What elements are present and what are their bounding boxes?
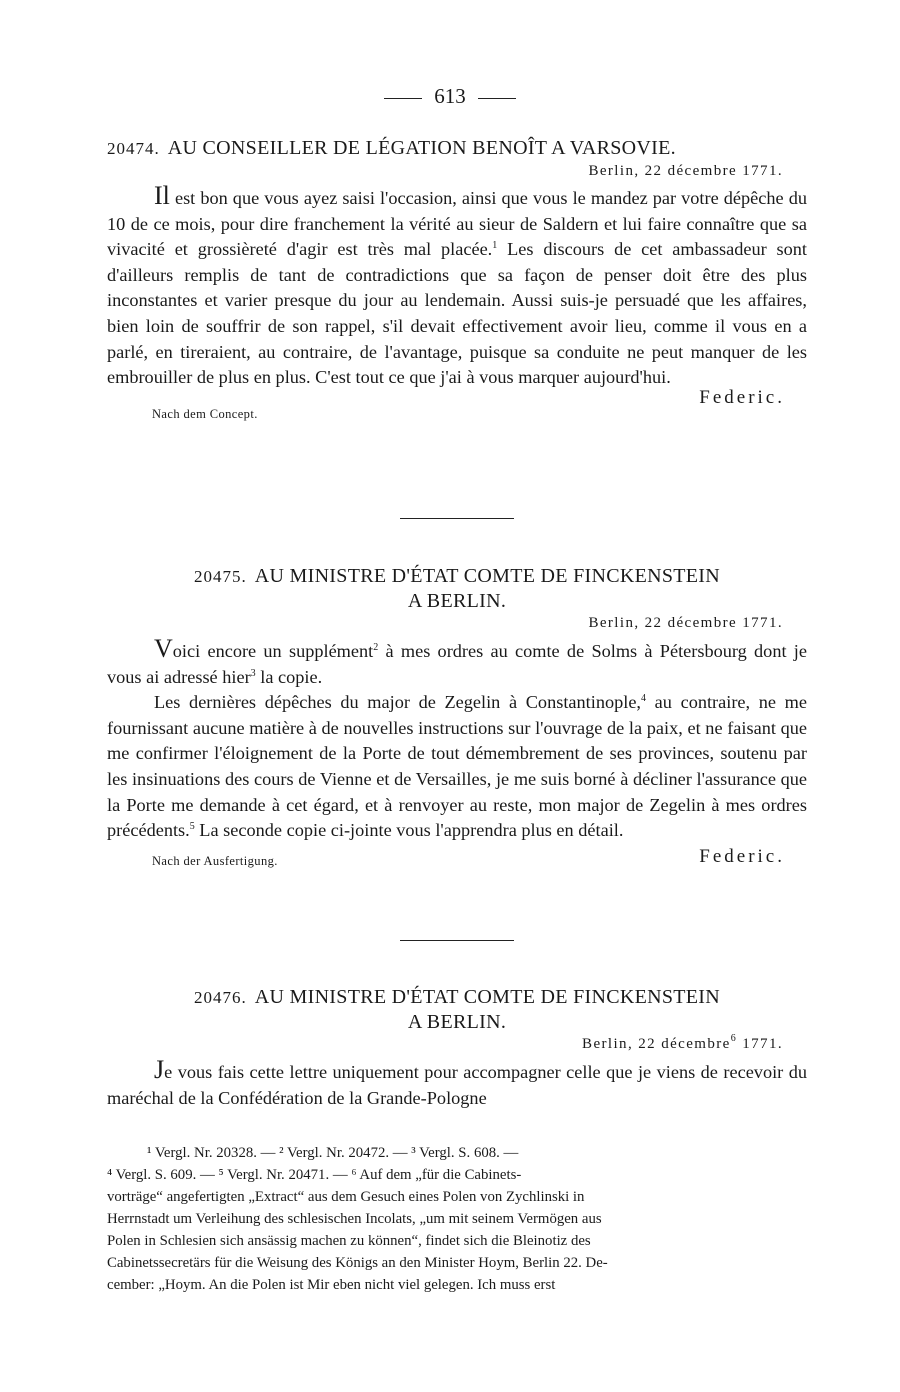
source-note: Nach dem Concept.: [152, 406, 258, 421]
letter-addressee-place: A BERLIN.: [407, 1011, 507, 1033]
letter-20475: [107, 564, 807, 874]
letter-20476: [107, 985, 807, 1111]
dateline-text: Berlin, 22 décembre: [582, 1036, 731, 1052]
footnote-ref: 2: [373, 642, 379, 653]
letter-addressee: AU MINISTRE D'ÉTAT COMTE DE FINCKENSTEIN: [254, 986, 721, 1008]
signature: Federic.: [699, 386, 785, 408]
drop-cap: J: [154, 1055, 165, 1084]
letter-number: 20474.: [107, 139, 160, 158]
body-text-segment: est bon que vous ayez saisi l'occasion, ainsi que vous le mandez par votre dépêche du 10 de ce mois, pour dire franchement la vérité au sieur de Saldern et lui faire connaître que sa vivacité et grossièreté d'agir est très mal placée.: [107, 188, 807, 260]
section-divider: [400, 518, 514, 519]
footnote-line: ¹ Vergl. Nr. 20328. — ² Vergl. Nr. 20472. — ³ Vergl. S. 608. —: [147, 1145, 519, 1161]
page-number: [0, 84, 900, 109]
signature-row: [107, 844, 807, 874]
letter-heading: [107, 985, 807, 1034]
letter-body: [107, 1057, 807, 1111]
body-text-segment: Les discours de cet ambassadeur sont d'ailleurs remplis de tant de contradictions que sa façon de penser doit être des plus inconstantes et varier presque du jour au lendemain. Aussi suis-je persuadé que les affaires, bien loin de souffrir de son rappel, s'il devait effectivement avoir lieu, comme il vous en a parlé, en tireraient, au contraire, de l'avantage, puisque sa conduite ne peut manquer de les embrouiller de plus en plus. C'est tout ce que j'ai à vous marquer aujourd'hui.: [107, 239, 808, 388]
letter-number: 20475.: [193, 567, 247, 586]
source-note: Nach der Ausfertigung.: [152, 853, 278, 868]
body-text-segment: à mes ordres au comte de Solms à Pétersbourg dont je vous ai adressé hier: [107, 641, 807, 687]
letter-number: 20476.: [193, 988, 247, 1007]
letter-body: [107, 636, 807, 844]
footnote-line: ⁴ Vergl. S. 609. — ⁵ Vergl. Nr. 20471. — ⁶ Auf dem „für die Cabinets-: [107, 1167, 522, 1183]
letter-20474: [107, 136, 807, 421]
page-number-dash-left: [384, 98, 422, 99]
letter-heading: [107, 564, 807, 613]
letter-body: [107, 183, 807, 391]
body-text-segment: oici encore un supplément: [172, 641, 374, 661]
footnote-ref: 4: [641, 693, 647, 705]
drop-cap: V: [154, 634, 173, 663]
dateline: Berlin, 22 décembre 1771.: [588, 615, 783, 631]
footnote-line: Polen in Schlesien sich ansässig machen zu können“, findet sich die Bleinotiz des: [107, 1233, 591, 1249]
letter-heading: [107, 136, 807, 161]
footnote-line: vorträge“ angefertigten „Extract“ aus dem Gesuch eines Polen von Zychlinski in: [107, 1189, 585, 1205]
body-text-segment: au contraire, ne me fournissant aucune matière à de nouvelles instructions sur l'ouvrage de la paix, et ne faisant que me confirmer l'éloignement de la Porte de tout démembrement de ses provinces, soutenu par les insinuations des cours de Vienne et de Versailles, je me suis borné à décliner l'assurance que la Porte me demande à cet égard, et à renvoyer au reste, mon major de Zegelin à mes ordres précédents.: [107, 692, 808, 841]
footnote-ref: 6: [730, 1033, 738, 1044]
signature-row: [107, 386, 807, 421]
dateline: [107, 1033, 783, 1053]
footnote-ref: 5: [189, 821, 195, 833]
footnote-line: Cabinetssecretärs für die Weisung des Königs an den Minister Hoym, Berlin 22. De-: [107, 1255, 608, 1271]
footnote-line: Herrnstadt um Verleihung des schlesischen Incolats, „um mit seinem Vermögen aus: [107, 1211, 602, 1227]
body-text-segment: La seconde copie ci-jointe vous l'apprendra plus en détail.: [194, 820, 624, 841]
drop-cap: Il: [154, 181, 170, 210]
body-text-segment: la copie.: [255, 666, 323, 687]
dateline: Berlin, 22 décembre 1771.: [588, 163, 783, 179]
body-text-segment: Les dernières dépêches du major de Zegelin à Constantinople,: [154, 692, 642, 713]
page-number-dash-right: [478, 98, 516, 99]
letter-addressee-place: A BERLIN.: [407, 590, 507, 612]
dateline-year: 1771.: [737, 1036, 783, 1052]
footnote-ref: 1: [492, 240, 498, 252]
body-text-segment: e vous fais cette lettre uniquement pour accompagner celle que je viens de recevoir du maréchal de la Confédération de la Grande-Pologne: [107, 1062, 807, 1108]
page-number-value: 613: [434, 84, 466, 108]
footnote-line: cember: „Hoym. An die Polen ist Mir eben nicht viel gelegen. Ich muss erst: [107, 1277, 556, 1293]
footnote-ref: 3: [250, 667, 256, 679]
letter-addressee: AU CONSEILLER DE LÉGATION BENOÎT A VARSOVIE.: [167, 137, 676, 159]
footnotes: [107, 1142, 807, 1296]
signature: Federic.: [699, 845, 785, 867]
letter-addressee: AU MINISTRE D'ÉTAT COMTE DE FINCKENSTEIN: [254, 565, 721, 587]
section-divider: [400, 940, 514, 941]
